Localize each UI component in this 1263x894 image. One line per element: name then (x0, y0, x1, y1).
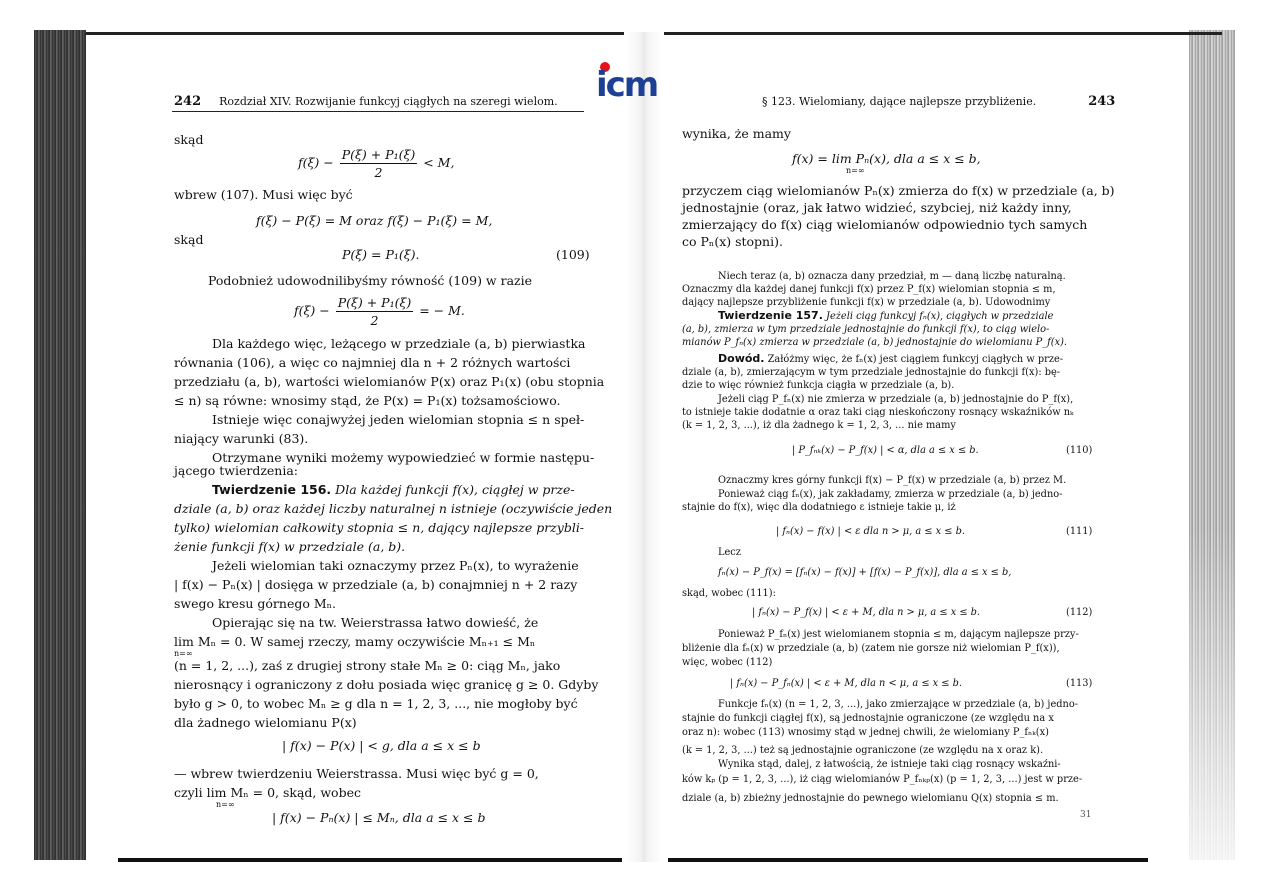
equation-number-111: (111) (1066, 526, 1093, 537)
right-page-bottom-edge (668, 858, 1148, 862)
small-text-line: Oznaczmy kres górny funkcji f(x) − P_f(x) w przedziale (a, b) przez M. (718, 475, 1067, 486)
left-page-top-edge (86, 32, 624, 35)
theorem-line: mianów P_fₙ(x) zmierza w przedziale (a, b) jednostajnie do wielomianu P_f(x). (682, 337, 1068, 348)
equation-6: | f(x) − Pₙ(x) | ≤ Mₙ, dla a ≤ x ≤ b (272, 810, 486, 825)
small-text-line: Oznaczmy dla każdej danej funkcji f(x) przez P_f(x) wielomian stopnia ≤ m, (682, 284, 1056, 295)
text-line: skąd (174, 232, 204, 247)
left-head-rule (172, 111, 584, 112)
small-text-line: (k = 1, 2, 3, ...) też są jednostajnie ograniczone (ze względu na x oraz k). (682, 745, 1044, 756)
small-text-line: Wynika stąd, dalej, z łatwością, że istnieje taki ciąg rosnący wskaźni- (718, 759, 1061, 770)
limit-subscript: n=∞ (846, 166, 865, 175)
equation-111: | fₙ(x) − f(x) | < ε dla n > μ, a ≤ x ≤ b. (776, 526, 965, 537)
footer-mark: 31 (1080, 810, 1092, 820)
icm-logo (596, 62, 666, 105)
small-text-line: stajnie do funkcji ciągłej f(x), są jednostajnie ograniczone (ze względu na x (682, 713, 1054, 724)
proof-text: Załóżmy więc, że fₙ(x) jest ciągiem funkcyj ciągłych w prze- (767, 354, 1064, 365)
theorem-156-text: Dla każdej funkcji f(x), ciągłej w prze- (335, 482, 575, 497)
equation-number-112: (112) (1066, 607, 1093, 618)
right-running-head (762, 94, 1115, 109)
small-text-line: stajnie do f(x), więc dla dodatniego ε istnieje takie μ, iż (682, 502, 956, 513)
equation-limit: f(x) = lim Pₙ(x), dla a ≤ x ≤ b, (792, 151, 981, 166)
theorem-line: żenie funkcji f(x) w przedziale (a, b). (174, 539, 406, 554)
small-text-line: Funkcje fₙ(x) (n = 1, 2, 3, ...), jako zmierzające w przedziale (a, b) jedno- (718, 699, 1079, 710)
small-text-line: dający najlepsze przybliżenie funkcji f(x) w przedziale (a, b). Udowodnimy (682, 297, 1051, 308)
book-gutter (626, 32, 662, 862)
theorem-156-label: Twierdzenie 156. (212, 482, 332, 497)
theorem-156-line (212, 481, 575, 498)
small-text-line: (k = 1, 2, 3, ...), iż dla żadnego k = 1, 2, 3, ... nie mamy (682, 420, 956, 431)
equation-1 (298, 146, 454, 181)
equation-113: | fₙ(x) − P_fₙ(x) | < ε + M, dla n < μ, a ≤ x ≤ b. (730, 678, 963, 689)
text-line: przedziału (a, b), wartości wielomianów P(x) oraz P₁(x) (obu stopnia (174, 374, 605, 389)
text-line: Opierając się na tw. Weierstrassa łatwo dowieść, że (212, 615, 539, 630)
text-line: | f(x) − Pₙ(x) | dosięga w przedziale (a, b) conajmniej n + 2 razy (174, 577, 578, 592)
left-book-edge (34, 30, 86, 860)
right-page-number: 243 (1088, 94, 1116, 109)
eq4-fraction (336, 294, 414, 329)
left-head-title: Rozdział XIV. Rozwijanie funkcyj ciągłych na szeregi wielom. (219, 95, 558, 108)
eq1-fraction (340, 146, 418, 181)
text-line: skąd (174, 132, 204, 147)
equation-number-110: (110) (1066, 445, 1093, 456)
left-page-bottom-edge (118, 858, 622, 862)
eq4-numerator: P(ξ) + P₁(ξ) (337, 295, 412, 310)
text-line: Jeżeli wielomian taki oznaczymy przez Pₙ(x), to wyrażenie (212, 558, 579, 573)
equation-112: | fₙ(x) − P_f(x) | < ε + M, dla n > μ, a ≤ x ≤ b. (752, 607, 981, 618)
proof-line (718, 352, 1063, 366)
theorem-157-text: Jeżeli ciąg funkcyj fₙ(x), ciągłych w przedziale (826, 311, 1054, 322)
eq4-denominator: 2 (370, 313, 379, 328)
text-line: było g > 0, to wobec Mₙ ≥ g dla n = 1, 2, 3, ..., nie mogłoby być (174, 696, 578, 711)
text-line: jącego twierdzenia: (174, 463, 299, 478)
eq4-left: f(ξ) − (294, 303, 330, 318)
right-edge-fade (1189, 30, 1235, 860)
limit-subscript: n=∞ (216, 800, 235, 809)
eq1-denominator: 2 (374, 165, 383, 180)
small-text-line: ków kₚ (p = 1, 2, 3, ...), iż ciąg wielomianów P_fₙₖₚ(x) (p = 1, 2, 3, ...) jest w prze- (682, 774, 1083, 785)
small-text-line: bliżenie dla fₙ(x) w przedziale (a, b) (zatem nie gorsze niż wielomian P_f(x)), (682, 643, 1060, 654)
theorem-line: tylko) wielomian całkowity stopnia ≤ n, dający najlepsze przybli- (174, 520, 585, 535)
eq1-right: < M, (423, 155, 455, 170)
equation-number-113: (113) (1066, 678, 1093, 689)
text-line: Istnieje więc conajwyżej jeden wielomian stopnia ≤ n speł- (212, 412, 585, 427)
text-line: swego kresu górnego Mₙ. (174, 596, 337, 611)
equation-110: | P_fₙₖ(x) − P_f(x) | < α, dla a ≤ x ≤ b. (792, 445, 979, 456)
eq1-numerator: P(ξ) + P₁(ξ) (341, 147, 416, 162)
small-text-line: Niech teraz (a, b) oznacza dany przedział, m — daną liczbę naturalną. (718, 271, 1066, 282)
equation-5: | f(x) − P(x) | < g, dla a ≤ x ≤ b (282, 738, 481, 753)
proof-label: Dowód. (718, 352, 765, 365)
small-text-line: Lecz (718, 547, 741, 558)
eq4-right: = − M. (419, 303, 465, 318)
text-line: przyczem ciąg wielomianów Pₙ(x) zmierza do f(x) w przedziale (a, b) (682, 183, 1115, 198)
text-line: zmierzający do f(x) ciąg wielomianów odpowiednio tych samych (682, 217, 1088, 232)
small-text-line: oraz n): wobec (113) wnosimy stąd w jednej chwili, że wielomiany P_fₙₖ(x) (682, 727, 1049, 738)
text-line: co Pₙ(x) stopni). (682, 234, 783, 249)
logo-text: icm (596, 65, 658, 105)
text-line: jednostajnie (oraz, jak łatwo widzieć, szybciej, niż każdy inny, (682, 200, 1072, 215)
text-line: ≤ n) są równe: wnosimy stąd, że P(x) = P₁(x) tożsamościowo. (174, 393, 561, 408)
text-line: Podobnież udowodnilibyśmy równość (109) w razie (208, 273, 533, 288)
small-text-line: dziale (a, b), zmierzającym w tym przedziale jednostajnie do funkcji f(x): bę- (682, 367, 1061, 378)
small-text-line: dzie to więc również funkcja ciągła w przedziale (a, b). (682, 380, 955, 391)
text-line: niający warunki (83). (174, 431, 309, 446)
left-page-number: 242 (174, 94, 202, 109)
limit-subscript: n=∞ (174, 649, 193, 658)
left-running-head (174, 94, 558, 109)
text-line: lim Mₙ = 0. W samej rzeczy, mamy oczywiście Mₙ₊₁ ≤ Mₙ (174, 634, 536, 649)
equation-4 (294, 294, 465, 329)
small-text-line: dziale (a, b) zbieżny jednostajnie do pewnego wielomianu Q(x) stopnia ≤ m. (682, 793, 1059, 804)
small-text-line: Ponieważ ciąg fₙ(x), jak zakładamy, zmierza w przedziale (a, b) jedno- (718, 489, 1063, 500)
text-line: wbrew (107). Musi więc być (174, 187, 353, 202)
text-line: Otrzymane wyniki możemy wypowiedzieć w formie następu- (212, 450, 595, 465)
small-text-line: więc, wobec (112) (682, 657, 773, 668)
theorem-line: dziale (a, b) oraz każdej liczby naturalnej n istnieje (oczywiście jeden (174, 501, 613, 516)
theorem-157-line (718, 309, 1053, 323)
small-text-line: Ponieważ P_fₙ(x) jest wielomianem stopnia ≤ m, dającym najlepsze przy- (718, 629, 1079, 640)
text-line: Dla każdego więc, leżącego w przedziale (a, b) pierwiastka (212, 336, 586, 351)
text-line: wynika, że mamy (682, 126, 791, 141)
text-line: — wbrew twierdzeniu Weierstrassa. Musi więc być g = 0, (174, 766, 539, 781)
equation-2: f(ξ) − P(ξ) = M oraz f(ξ) − P₁(ξ) = M, (256, 213, 493, 228)
equation-identity: fₙ(x) − P_f(x) = [fₙ(x) − f(x)] + [f(x) − P_f(x)], dla a ≤ x ≤ b, (718, 567, 1012, 578)
equation-number-109: (109) (556, 247, 590, 262)
text-line: (n = 1, 2, ...), zaś z drugiej strony stałe Mₙ ≥ 0: ciąg Mₙ, jako (174, 658, 561, 673)
theorem-157-label: Twierdzenie 157. (718, 309, 823, 322)
equation-3: P(ξ) = P₁(ξ). (342, 247, 420, 262)
text-line: czyli lim Mₙ = 0, skąd, wobec (174, 785, 361, 800)
text-line: nierosnący i ograniczony z dołu posiada więc granicę g ≥ 0. Gdyby (174, 677, 599, 692)
right-head-title: § 123. Wielomiany, dające najlepsze przybliżenie. (762, 95, 1037, 108)
eq1-left: f(ξ) − (298, 155, 334, 170)
text-line: równania (106), a więc co najmniej dla n + 2 różnych wartości (174, 355, 571, 370)
text-line: dla żadnego wielomianu P(x) (174, 715, 357, 730)
small-text-line: skąd, wobec (111): (682, 588, 776, 599)
right-page-top-edge (664, 32, 1222, 35)
theorem-line: (a, b), zmierza w tym przedziale jednostajnie do funkcji f(x), to ciąg wielo- (682, 324, 1050, 335)
small-text-line: Jeżeli ciąg P_fₙ(x) nie zmierza w przedziale (a, b) jednostajnie do P_f(x), (718, 394, 1074, 405)
small-text-line: to istnieje takie dodatnie α oraz taki ciąg nieskończony rosnący wskaźników nₖ (682, 407, 1074, 418)
